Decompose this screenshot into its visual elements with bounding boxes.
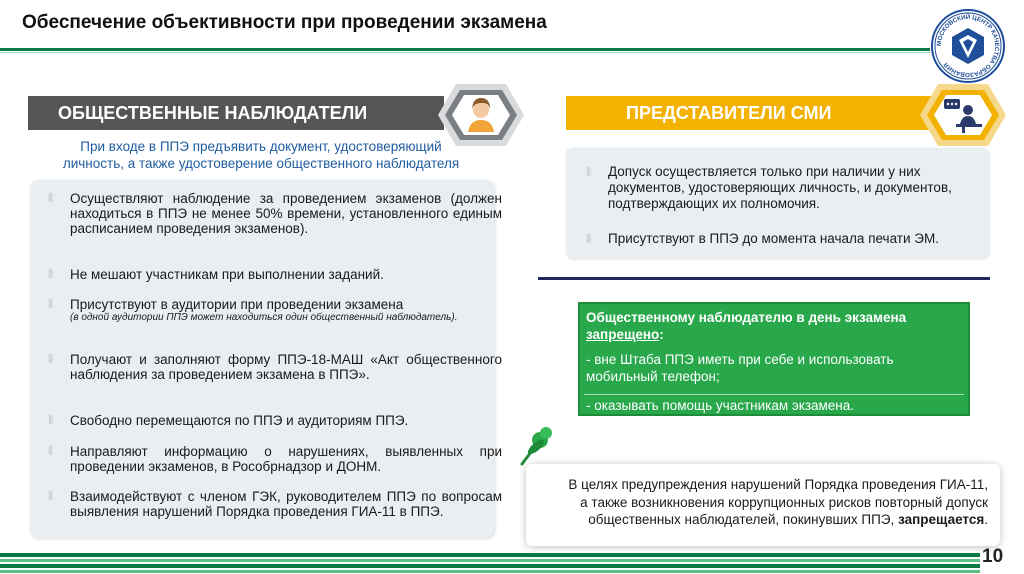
section-divider xyxy=(538,277,990,280)
bullet-icon: ⦀ xyxy=(48,352,54,366)
media-header: ПРЕДСТАВИТЕЛИ СМИ xyxy=(566,96,986,130)
bullet-icon: ⦀ xyxy=(48,267,54,281)
list-item xyxy=(48,444,502,474)
page-number: 10 xyxy=(982,546,1004,567)
list-item xyxy=(48,191,502,236)
observers-panel xyxy=(30,180,502,538)
list-item xyxy=(48,489,502,519)
bullet-icon: ⦀ xyxy=(48,297,54,311)
list-item-text: Направляют информацию о нарушениях, выявленных при проведении экзаменов, в Рособрнадзор и ДОНМ. xyxy=(70,444,502,474)
list-item-note: (в одной аудитории ППЭ может находиться один общественный наблюдатель). xyxy=(70,312,458,323)
list-item-text: Присутствуют в ППЭ до момента начала печати ЭМ. xyxy=(608,231,939,246)
note-line-3 xyxy=(532,511,988,529)
observers-intro xyxy=(30,138,492,172)
list-item-text: Свободно перемещаются по ППЭ и аудиториям ППЭ. xyxy=(70,413,409,428)
title-underline-thin xyxy=(0,52,930,53)
logo-text: МОСКОВСКИЙ ЦЕНТР КАЧЕСТВА ОБРАЗОВАНИЯ xyxy=(935,13,1001,79)
bullet-icon: ⦀ xyxy=(586,165,592,179)
bullet-icon: ⦀ xyxy=(586,232,592,246)
note-forbidden-word: запрещается xyxy=(898,512,985,527)
note-panel xyxy=(526,464,1000,546)
ban-heading xyxy=(586,309,964,343)
observers-intro-line2: личность, а также удостоверение общественного наблюдателя xyxy=(62,156,460,171)
bullet-icon: ⦀ xyxy=(48,444,54,458)
ban-item-1: - вне Штаба ППЭ иметь при себе и использовать мобильный телефон; xyxy=(586,352,894,384)
list-item-text: Получают и заполняют форму ППЭ-18-МАШ «Акт общественного наблюдения за проведением экзамена в ППЭ». xyxy=(70,352,502,382)
ban-forbidden-word: запрещено xyxy=(586,327,660,342)
list-item-text: Осуществляют наблюдение за проведением экзаменов (должен находиться в ППЭ не менее 50% времени, установленного единым расписанием проведения экзаменов). xyxy=(70,191,502,236)
bullet-icon: ⦀ xyxy=(48,191,54,205)
page-title: Обеспечение объективности при проведении экзамена xyxy=(22,12,547,33)
observers-intro-line1: При входе в ППЭ предъявить документ, удостоверяющий xyxy=(80,139,442,154)
note-line-2: а также возникновения коррупционных рисков повторный допуск xyxy=(580,494,988,510)
list-item-text: Допуск осуществляется только при наличии у них документов, удостоверяющих личность, и документов, подтверждающих их полномочия. xyxy=(608,164,952,211)
logo-emblem xyxy=(930,8,1006,84)
list-item-text: Взаимодействуют с членом ГЭК, руководителем ППЭ по вопросам выявления нарушений Порядка проведения ГИА-11 в ППЭ. xyxy=(70,489,502,519)
note-line-3-end: . xyxy=(984,512,988,527)
list-item-text: Не мешают участникам при выполнении заданий. xyxy=(70,267,384,282)
ban-heading-text: Общественному наблюдателю в день экзамена xyxy=(586,310,907,325)
ban-item-2: - оказывать помощь участникам экзамена. xyxy=(586,398,855,413)
footer-stripes xyxy=(0,553,980,573)
presenter-icon xyxy=(918,82,1008,148)
list-item xyxy=(586,164,978,212)
note-text xyxy=(532,476,988,529)
list-item xyxy=(586,231,978,247)
ban-colon: : xyxy=(659,327,664,342)
list-item-text: Присутствуют в аудитории при проведении экзамена xyxy=(70,297,404,312)
note-line-3-text: общественных наблюдателей, покинувших ППЭ, xyxy=(588,512,895,527)
list-item xyxy=(48,267,502,282)
observers-header: ОБЩЕСТВЕННЫЕ НАБЛЮДАТЕЛИ xyxy=(28,96,444,130)
ban-panel xyxy=(578,302,970,416)
bullet-icon: ⦀ xyxy=(48,489,54,503)
note-line-1: В целях предупреждения нарушений Порядка проведения ГИА-11, xyxy=(568,477,988,492)
list-item xyxy=(48,352,502,382)
list-item xyxy=(48,413,502,428)
list-item xyxy=(48,297,502,324)
media-panel xyxy=(566,148,988,258)
ban-separator xyxy=(584,394,964,395)
bullet-icon: ⦀ xyxy=(48,413,54,427)
title-underline xyxy=(0,48,930,51)
